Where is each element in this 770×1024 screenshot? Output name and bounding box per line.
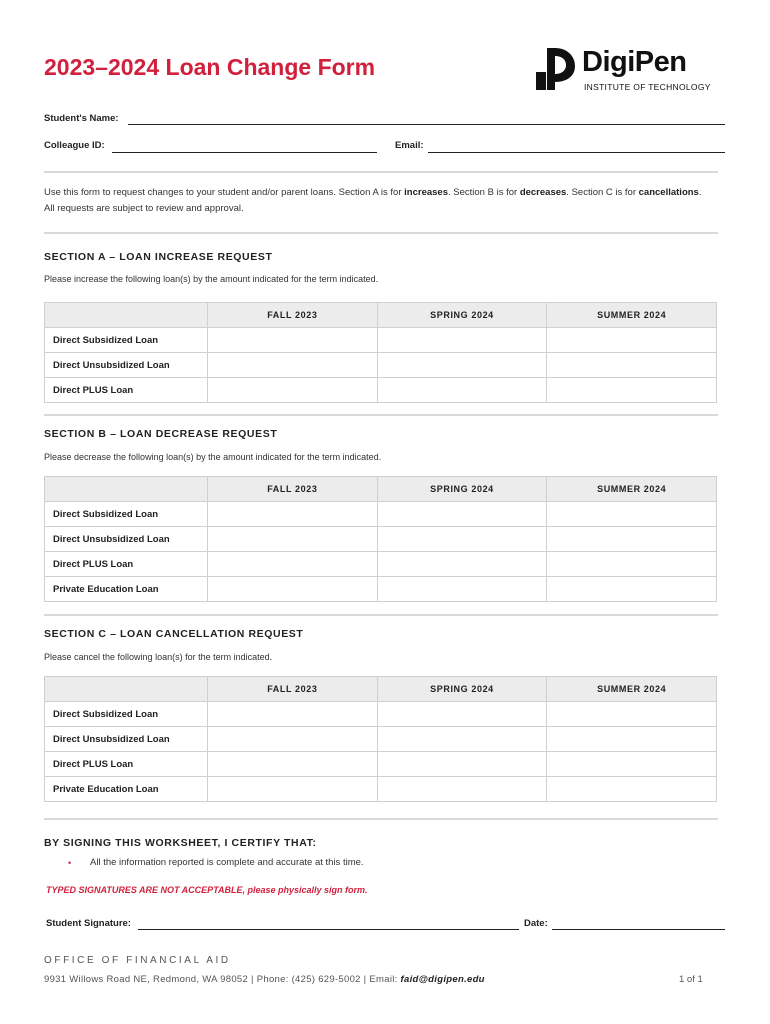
amount-cell[interactable]	[208, 527, 378, 552]
table-corner	[45, 303, 208, 328]
table-corner	[45, 677, 208, 702]
amount-cell[interactable]	[377, 353, 547, 378]
column-header-spring-2024: SPRING 2024	[377, 303, 547, 328]
intro-part: Use this form to request changes to your student and/or parent loans. Section A is for	[44, 187, 405, 198]
column-header-fall-2023: FALL 2023	[208, 303, 378, 328]
column-header-summer-2024: SUMMER 2024	[547, 677, 717, 702]
column-header-summer-2024: SUMMER 2024	[547, 477, 717, 502]
table-row	[45, 527, 717, 552]
amount-cell[interactable]	[547, 328, 717, 353]
section-b-table	[44, 476, 717, 602]
bullet-icon: •	[68, 858, 72, 868]
amount-cell[interactable]	[547, 552, 717, 577]
row-label: Direct PLUS Loan	[45, 552, 208, 577]
amount-cell[interactable]	[208, 328, 378, 353]
amount-cell[interactable]	[377, 328, 547, 353]
amount-cell[interactable]	[547, 378, 717, 403]
column-header-fall-2023: FALL 2023	[208, 477, 378, 502]
date-label: Date:	[524, 918, 548, 929]
amount-cell[interactable]	[547, 502, 717, 527]
intro-bold-increases: increases	[404, 187, 448, 198]
divider	[44, 171, 718, 173]
section-c-heading: SECTION C – LOAN CANCELLATION REQUEST	[44, 628, 304, 640]
amount-cell[interactable]	[208, 552, 378, 577]
column-header-fall-2023: FALL 2023	[208, 677, 378, 702]
logo-wordmark: DigiPen	[582, 46, 687, 78]
checkbox-cell[interactable]	[208, 777, 378, 802]
column-header-spring-2024: SPRING 2024	[377, 477, 547, 502]
row-label: Direct Subsidized Loan	[45, 702, 208, 727]
section-c-table	[44, 676, 717, 802]
table-row	[45, 378, 717, 403]
colleague-id-field[interactable]	[112, 152, 377, 153]
checkbox-cell[interactable]	[377, 777, 547, 802]
amount-cell[interactable]	[377, 527, 547, 552]
amount-cell[interactable]	[208, 577, 378, 602]
checkbox-cell[interactable]	[208, 752, 378, 777]
checkbox-cell[interactable]	[208, 702, 378, 727]
checkbox-cell[interactable]	[547, 752, 717, 777]
amount-cell[interactable]	[547, 527, 717, 552]
divider	[44, 818, 718, 820]
row-label: Direct Unsubsidized Loan	[45, 727, 208, 752]
student-name-label: Student's Name:	[44, 113, 119, 124]
divider	[44, 614, 718, 616]
row-label: Direct Unsubsidized Loan	[45, 353, 208, 378]
amount-cell[interactable]	[547, 353, 717, 378]
column-header-summer-2024: SUMMER 2024	[547, 303, 717, 328]
row-label: Direct PLUS Loan	[45, 378, 208, 403]
date-field[interactable]	[552, 929, 725, 930]
table-row	[45, 752, 717, 777]
table-row	[45, 727, 717, 752]
amount-cell[interactable]	[377, 502, 547, 527]
checkbox-cell[interactable]	[547, 777, 717, 802]
section-c-description: Please cancel the following loan(s) for the term indicated.	[44, 652, 273, 662]
table-row	[45, 328, 717, 353]
table-row	[45, 552, 717, 577]
footer-email-link[interactable]: faid@digipen.edu	[400, 974, 485, 985]
page-number: 1 of 1	[679, 974, 703, 985]
colleague-id-label: Colleague ID:	[44, 140, 105, 151]
amount-cell[interactable]	[208, 502, 378, 527]
digipen-logo-mark-icon	[533, 44, 579, 92]
row-label: Direct Subsidized Loan	[45, 328, 208, 353]
checkbox-cell[interactable]	[547, 702, 717, 727]
table-row	[45, 502, 717, 527]
section-a-description: Please increase the following loan(s) by the amount indicated for the term indicated.	[44, 274, 379, 284]
intro-bold-decreases: decreases	[519, 187, 567, 198]
amount-cell[interactable]	[547, 577, 717, 602]
row-label: Private Education Loan	[45, 777, 208, 802]
checkbox-cell[interactable]	[377, 752, 547, 777]
footer-office: OFFICE OF FINANCIAL AID	[44, 955, 231, 966]
section-b-description: Please decrease the following loan(s) by the amount indicated for the term indicated.	[44, 452, 382, 462]
footer-address	[44, 974, 485, 985]
table-corner	[45, 477, 208, 502]
checkbox-cell[interactable]	[547, 727, 717, 752]
table-row	[45, 702, 717, 727]
section-a-table	[44, 302, 717, 403]
divider	[44, 232, 718, 234]
amount-cell[interactable]	[208, 353, 378, 378]
email-label: Email:	[395, 140, 424, 151]
intro-part: . Section C is for	[566, 187, 639, 198]
row-label: Private Education Loan	[45, 577, 208, 602]
signature-warning: TYPED SIGNATURES ARE NOT ACCEPTABLE, please physically sign form.	[46, 885, 368, 895]
certify-item: All the information reported is complete and accurate at this time.	[90, 857, 364, 868]
certify-heading: BY SIGNING THIS WORKSHEET, I CERTIFY THAT:	[44, 837, 317, 849]
row-label: Direct PLUS Loan	[45, 752, 208, 777]
intro-part: . All requests are subject to review and approval.	[44, 187, 702, 214]
email-field[interactable]	[428, 152, 725, 153]
signature-field[interactable]	[138, 929, 519, 930]
row-label: Direct Unsubsidized Loan	[45, 527, 208, 552]
amount-cell[interactable]	[377, 577, 547, 602]
checkbox-cell[interactable]	[377, 727, 547, 752]
intro-bold-cancellations: cancellations	[638, 187, 699, 198]
section-a-heading: SECTION A – LOAN INCREASE REQUEST	[44, 251, 273, 263]
checkbox-cell[interactable]	[208, 727, 378, 752]
form-title: 2023–2024 Loan Change Form	[44, 54, 376, 80]
table-row	[45, 577, 717, 602]
row-label: Direct Subsidized Loan	[45, 502, 208, 527]
amount-cell[interactable]	[377, 552, 547, 577]
logo-subtitle: INSTITUTE OF TECHNOLOGY	[584, 82, 711, 92]
checkbox-cell[interactable]	[377, 702, 547, 727]
signature-label: Student Signature:	[46, 918, 131, 929]
digipen-logo	[533, 44, 725, 94]
divider	[44, 414, 718, 416]
student-name-field[interactable]	[128, 124, 725, 125]
amount-cell[interactable]	[377, 378, 547, 403]
amount-cell[interactable]	[208, 378, 378, 403]
table-row	[45, 777, 717, 802]
section-b-heading: SECTION B – LOAN DECREASE REQUEST	[44, 428, 278, 440]
table-row	[45, 353, 717, 378]
intro-part: . Section B is for	[448, 187, 520, 198]
intro-text	[44, 185, 704, 217]
footer-address-text: 9931 Willows Road NE, Redmond, WA 98052 | Phone: (425) 629-5002 | Email:	[44, 974, 401, 985]
column-header-spring-2024: SPRING 2024	[377, 677, 547, 702]
